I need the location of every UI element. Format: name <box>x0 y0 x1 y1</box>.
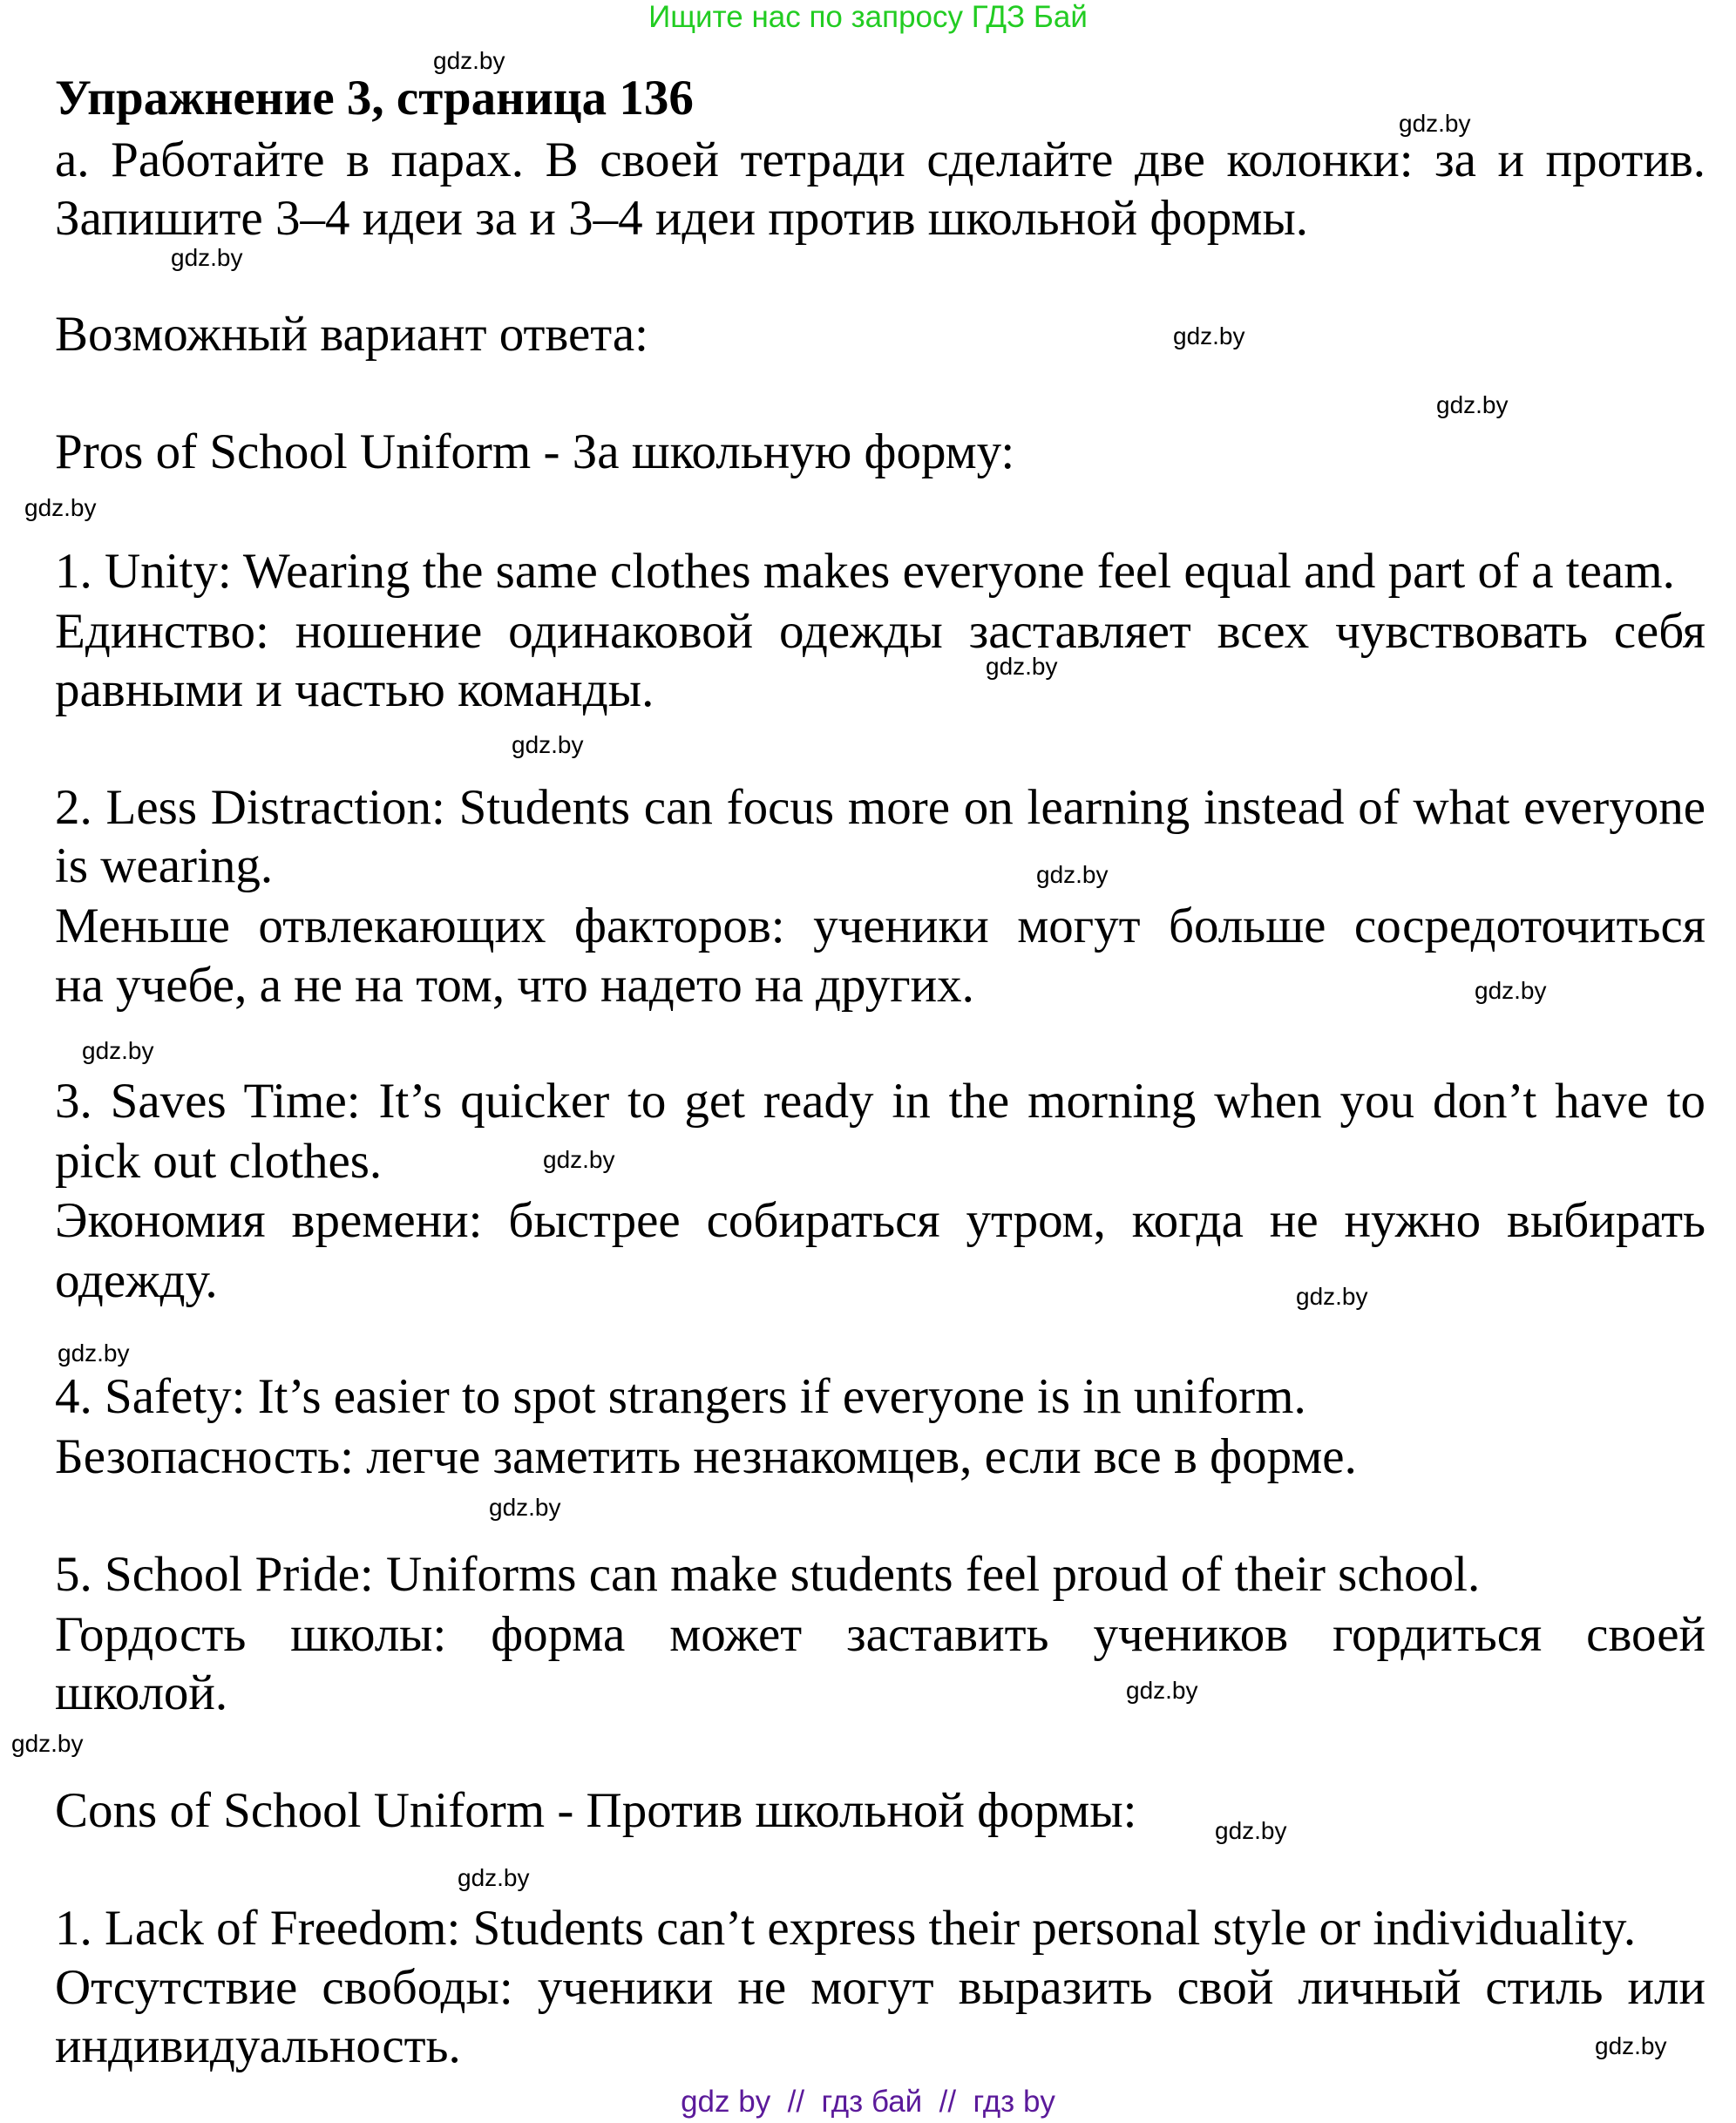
watermark: gdz.by <box>986 653 1058 680</box>
watermark: gdz.by <box>433 47 505 74</box>
pro-item-text: Экономия времени: быстрее собираться утром, когда не нужно выбирать <box>55 1193 1705 1248</box>
pro-item-text: 5. School Pride: Uniforms can make students feel proud of their school. <box>55 1547 1481 1602</box>
pro-item-text: Меньше отвлекающих факторов: ученики могут больше сосредоточиться <box>55 899 1705 953</box>
pro-item-text: равными и частью команды. <box>55 662 654 717</box>
con-item-text: Отсутствие свободы: ученики не могут выразить свой личный стиль или <box>55 1960 1705 2015</box>
watermark: gdz.by <box>489 1494 561 1521</box>
watermark: gdz.by <box>171 244 243 271</box>
watermark: gdz.by <box>82 1037 154 1064</box>
task-text: а. Работайте в парах. В своей тетради сделайте две колонки: за и против. <box>55 132 1705 187</box>
watermark: gdz.by <box>1399 110 1471 137</box>
watermark: gdz.by <box>1036 861 1109 888</box>
watermark: gdz.by <box>24 494 97 521</box>
watermark: gdz.by <box>1173 322 1245 349</box>
answer-label: Возможный вариант ответа: <box>55 307 649 362</box>
watermark: gdz.by <box>1296 1283 1368 1310</box>
watermark: gdz.by <box>1126 1677 1198 1704</box>
page-title: Упражнение 3, страница 136 <box>55 71 694 125</box>
pro-item-text: Гордость школы: форма может заставить учеников гордиться своей <box>55 1607 1705 1662</box>
watermark: gdz.by <box>58 1340 130 1367</box>
footer-links[interactable]: gdz by // гдз бай // гдз by <box>681 2085 1055 2119</box>
watermark: gdz.by <box>11 1730 84 1757</box>
task-text: Запишите 3–4 идеи за и 3–4 идеи против школьной формы. <box>55 191 1309 246</box>
watermark: gdz.by <box>1436 391 1509 418</box>
pro-item-text: 3. Saves Time: It’s quicker to get ready in the morning when you don’t have to <box>55 1074 1705 1129</box>
con-item-text: 1. Lack of Freedom: Students can’t express their personal style or individuality. <box>55 1901 1637 1956</box>
con-item-text: индивидуальность. <box>55 2018 461 2073</box>
watermark: gdz.by <box>1595 2032 1667 2059</box>
search-banner[interactable]: Ищите нас по запросу ГДЗ Бай <box>648 0 1088 34</box>
pro-item-text: одежду. <box>55 1253 218 1308</box>
pro-item-text: 1. Unity: Wearing the same clothes makes everyone feel equal and part of a team. <box>55 544 1675 599</box>
pro-item-text: pick out clothes. <box>55 1134 383 1189</box>
watermark: gdz.by <box>1215 1817 1287 1844</box>
pro-item-text: is wearing. <box>55 838 274 893</box>
pro-item-text: Единство: ношение одинаковой одежды заставляет всех чувствовать себя <box>55 604 1705 659</box>
pro-item-text: 2. Less Distraction: Students can focus more on learning instead of what everyone <box>55 780 1705 835</box>
watermark: gdz.by <box>512 731 584 758</box>
pros-heading: Pros of School Uniform - За школьную форму: <box>55 424 1015 479</box>
pro-item-text: Безопасность: легче заметить незнакомцев, если все в форме. <box>55 1429 1357 1484</box>
pro-item-text: на учебе, а не на том, что надето на других. <box>55 958 974 1013</box>
pro-item-text: 4. Safety: It’s easier to spot strangers if everyone is in uniform. <box>55 1369 1306 1424</box>
watermark: gdz.by <box>1475 977 1547 1004</box>
watermark: gdz.by <box>543 1146 615 1173</box>
cons-heading: Cons of School Uniform - Против школьной формы: <box>55 1783 1137 1838</box>
watermark: gdz.by <box>458 1864 530 1891</box>
pro-item-text: школой. <box>55 1665 228 1720</box>
